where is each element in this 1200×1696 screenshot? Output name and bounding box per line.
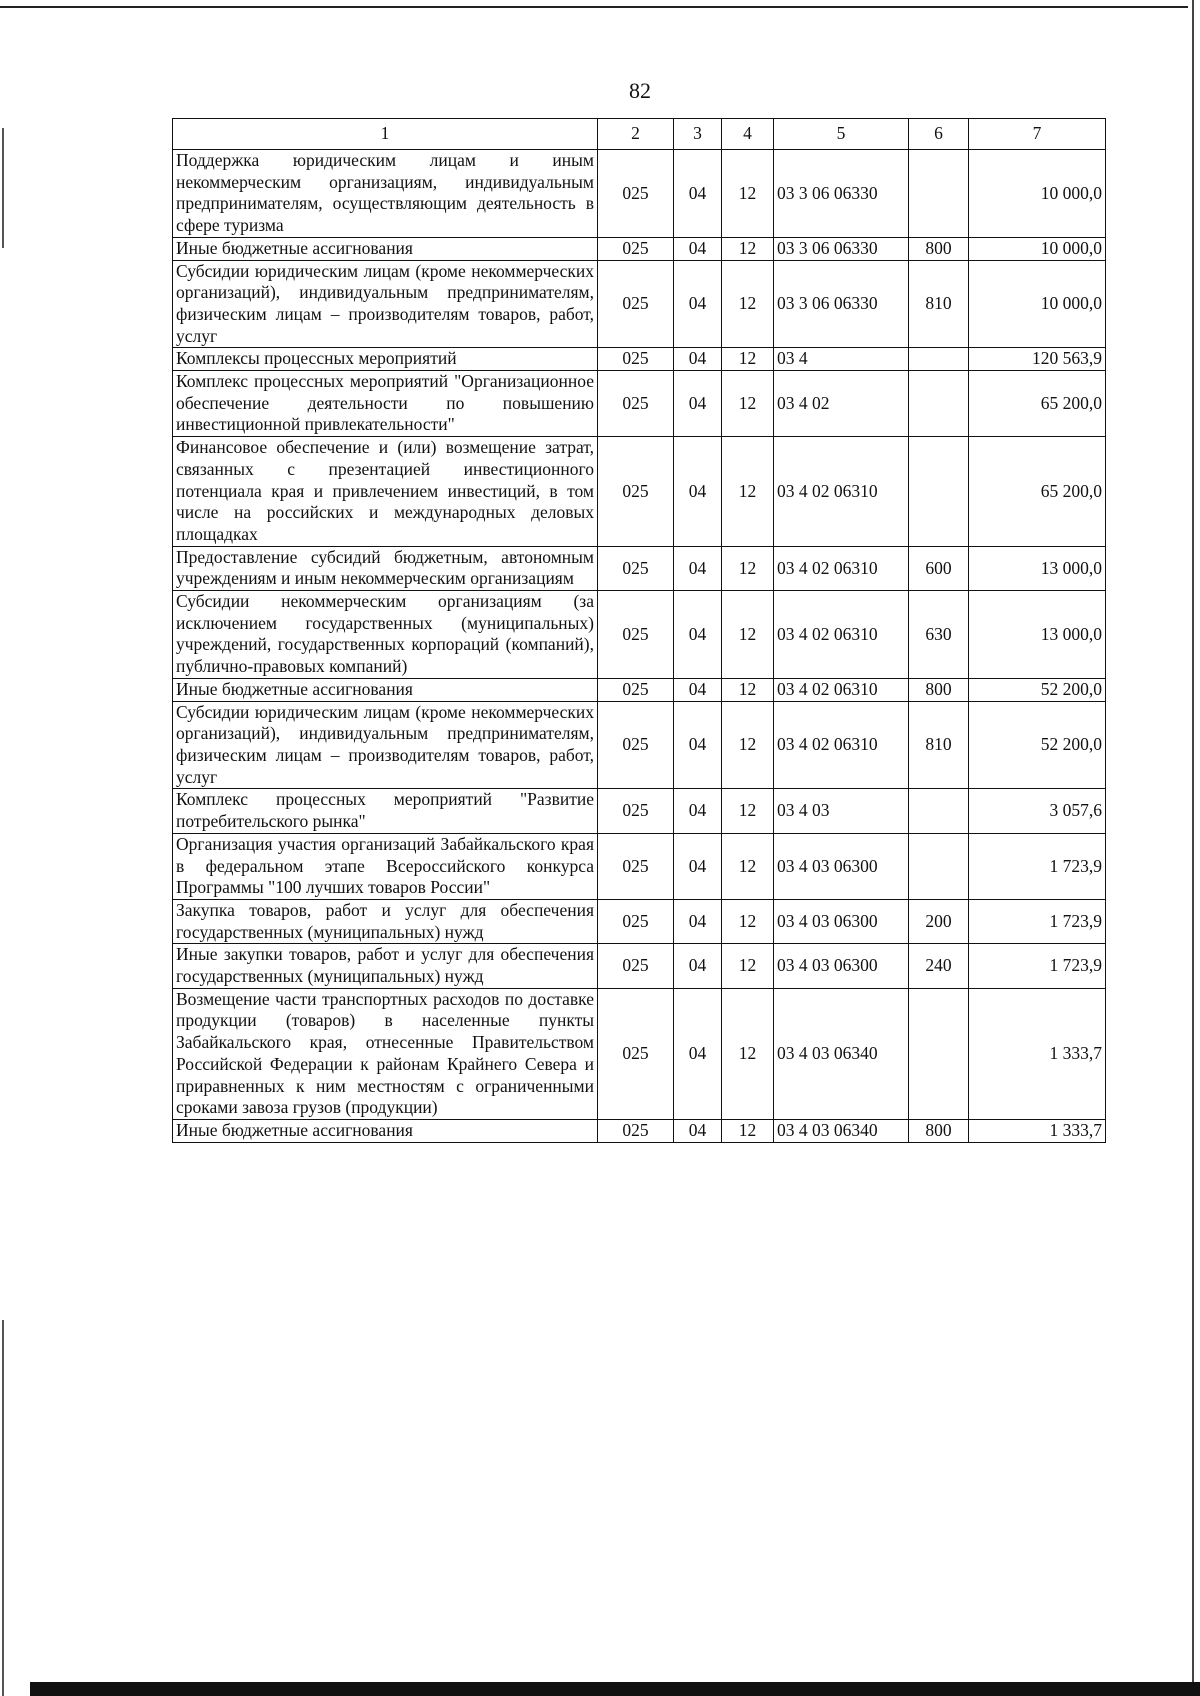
- amount-cell: 1 723,9: [969, 833, 1106, 899]
- section-cell: 04: [674, 988, 722, 1119]
- table-row: [173, 348, 1106, 371]
- target-article-cell: 03 4 03 06300: [774, 833, 909, 899]
- subsection-cell: 12: [722, 348, 774, 371]
- expense-type-cell: [909, 833, 969, 899]
- column-header: 4: [722, 119, 774, 150]
- budget-table: [172, 118, 1106, 1143]
- table-row: [173, 260, 1106, 348]
- ministry-code-cell: 025: [598, 591, 674, 679]
- column-header: 7: [969, 119, 1106, 150]
- table-row: [173, 150, 1106, 238]
- scan-left-mark: [2, 128, 4, 248]
- table-row: [173, 701, 1106, 789]
- expense-type-cell: 800: [909, 237, 969, 260]
- table-row: [173, 944, 1106, 988]
- amount-cell: 1 333,7: [969, 988, 1106, 1119]
- subsection-cell: 12: [722, 678, 774, 701]
- ministry-code-cell: 025: [598, 944, 674, 988]
- row-name-cell: Иные закупки товаров, работ и услуг для обеспечения государственных (муниципальных) нужд: [173, 944, 598, 988]
- subsection-cell: 12: [722, 237, 774, 260]
- ministry-code-cell: 025: [598, 150, 674, 238]
- table-body: [173, 150, 1106, 1143]
- expense-type-cell: 630: [909, 591, 969, 679]
- subsection-cell: 12: [722, 150, 774, 238]
- section-cell: 04: [674, 789, 722, 833]
- table-header-row: [173, 119, 1106, 150]
- ministry-code-cell: 025: [598, 437, 674, 547]
- section-cell: 04: [674, 150, 722, 238]
- table-row: [173, 833, 1106, 899]
- subsection-cell: 12: [722, 546, 774, 590]
- section-cell: 04: [674, 701, 722, 789]
- amount-cell: 13 000,0: [969, 546, 1106, 590]
- amount-cell: 52 200,0: [969, 678, 1106, 701]
- ministry-code-cell: 025: [598, 789, 674, 833]
- expense-type-cell: [909, 348, 969, 371]
- amount-cell: 10 000,0: [969, 237, 1106, 260]
- row-name-cell: Субсидии юридическим лицам (кроме некоммерческих организаций), индивидуальным предпринимателям, физическим лицам – производителям товаров, работ, услуг: [173, 701, 598, 789]
- subsection-cell: 12: [722, 437, 774, 547]
- table-row: [173, 899, 1106, 943]
- row-name-cell: Субсидии юридическим лицам (кроме некоммерческих организаций), индивидуальным предпринимателям, физическим лицам – производителям товаров, работ, услуг: [173, 260, 598, 348]
- row-name-cell: Субсидии некоммерческим организациям (за исключением государственных (муниципальных) учреждений, государственных корпораций (компаний), публично-правовых компаний): [173, 591, 598, 679]
- expense-type-cell: [909, 150, 969, 238]
- amount-cell: 1 723,9: [969, 899, 1106, 943]
- section-cell: 04: [674, 546, 722, 590]
- ministry-code-cell: 025: [598, 899, 674, 943]
- subsection-cell: 12: [722, 701, 774, 789]
- expense-type-cell: 600: [909, 546, 969, 590]
- subsection-cell: 12: [722, 789, 774, 833]
- subsection-cell: 12: [722, 988, 774, 1119]
- target-article-cell: 03 4 03 06300: [774, 899, 909, 943]
- amount-cell: 3 057,6: [969, 789, 1106, 833]
- section-cell: 04: [674, 437, 722, 547]
- table-row: [173, 237, 1106, 260]
- target-article-cell: 03 4 03: [774, 789, 909, 833]
- target-article-cell: 03 4 03 06340: [774, 1119, 909, 1142]
- target-article-cell: 03 4 02 06310: [774, 437, 909, 547]
- target-article-cell: 03 4 02 06310: [774, 546, 909, 590]
- table-row: [173, 678, 1106, 701]
- row-name-cell: Иные бюджетные ассигнования: [173, 1119, 598, 1142]
- target-article-cell: 03 3 06 06330: [774, 150, 909, 238]
- expense-type-cell: 810: [909, 260, 969, 348]
- scan-bottom-border: [30, 1682, 1200, 1696]
- subsection-cell: 12: [722, 1119, 774, 1142]
- ministry-code-cell: 025: [598, 371, 674, 437]
- expense-type-cell: 800: [909, 678, 969, 701]
- table-row: [173, 371, 1106, 437]
- expense-type-cell: 200: [909, 899, 969, 943]
- section-cell: 04: [674, 348, 722, 371]
- row-name-cell: Финансовое обеспечение и (или) возмещение затрат, связанных с презентацией инвестиционного потенциала края и привлечением инвестиций, в том числе на российских и международных деловых площадках: [173, 437, 598, 547]
- amount-cell: 1 723,9: [969, 944, 1106, 988]
- amount-cell: 13 000,0: [969, 591, 1106, 679]
- table-row: [173, 988, 1106, 1119]
- table-row: [173, 591, 1106, 679]
- expense-type-cell: [909, 988, 969, 1119]
- scan-top-border: [0, 6, 1188, 8]
- ministry-code-cell: 025: [598, 348, 674, 371]
- section-cell: 04: [674, 678, 722, 701]
- section-cell: 04: [674, 371, 722, 437]
- target-article-cell: 03 4 03 06300: [774, 944, 909, 988]
- subsection-cell: 12: [722, 899, 774, 943]
- target-article-cell: 03 4 02: [774, 371, 909, 437]
- ministry-code-cell: 025: [598, 701, 674, 789]
- row-name-cell: Комплексы процессных мероприятий: [173, 348, 598, 371]
- target-article-cell: 03 3 06 06330: [774, 260, 909, 348]
- ministry-code-cell: 025: [598, 237, 674, 260]
- ministry-code-cell: 025: [598, 833, 674, 899]
- ministry-code-cell: 025: [598, 546, 674, 590]
- amount-cell: 65 200,0: [969, 437, 1106, 547]
- subsection-cell: 12: [722, 371, 774, 437]
- ministry-code-cell: 025: [598, 1119, 674, 1142]
- row-name-cell: Предоставление субсидий бюджетным, автономным учреждениям и иным некоммерческим организациям: [173, 546, 598, 590]
- column-header: 3: [674, 119, 722, 150]
- target-article-cell: 03 4 02 06310: [774, 678, 909, 701]
- row-name-cell: Закупка товаров, работ и услуг для обеспечения государственных (муниципальных) нужд: [173, 899, 598, 943]
- ministry-code-cell: 025: [598, 988, 674, 1119]
- table-row: [173, 1119, 1106, 1142]
- target-article-cell: 03 4 03 06340: [774, 988, 909, 1119]
- row-name-cell: Иные бюджетные ассигнования: [173, 678, 598, 701]
- scan-left-mark: [2, 1320, 4, 1696]
- amount-cell: 120 563,9: [969, 348, 1106, 371]
- row-name-cell: Поддержка юридическим лицам и иным некоммерческим организациям, индивидуальным предпринимателям, осуществляющим деятельность в сфере туризма: [173, 150, 598, 238]
- row-name-cell: Комплекс процессных мероприятий "Организационное обеспечение деятельности по повышению инвестиционной привлекательности": [173, 371, 598, 437]
- table-row: [173, 546, 1106, 590]
- expense-type-cell: 810: [909, 701, 969, 789]
- subsection-cell: 12: [722, 260, 774, 348]
- subsection-cell: 12: [722, 591, 774, 679]
- section-cell: 04: [674, 260, 722, 348]
- amount-cell: 52 200,0: [969, 701, 1106, 789]
- table-row: [173, 789, 1106, 833]
- row-name-cell: Иные бюджетные ассигнования: [173, 237, 598, 260]
- ministry-code-cell: 025: [598, 678, 674, 701]
- expense-type-cell: [909, 789, 969, 833]
- expense-type-cell: 240: [909, 944, 969, 988]
- row-name-cell: Комплекс процессных мероприятий "Развитие потребительского рынка": [173, 789, 598, 833]
- column-header: 1: [173, 119, 598, 150]
- column-header: 5: [774, 119, 909, 150]
- target-article-cell: 03 3 06 06330: [774, 237, 909, 260]
- section-cell: 04: [674, 899, 722, 943]
- column-header: 6: [909, 119, 969, 150]
- amount-cell: 1 333,7: [969, 1119, 1106, 1142]
- table-row: [173, 437, 1106, 547]
- ministry-code-cell: 025: [598, 260, 674, 348]
- expense-type-cell: [909, 371, 969, 437]
- target-article-cell: 03 4: [774, 348, 909, 371]
- section-cell: 04: [674, 833, 722, 899]
- subsection-cell: 12: [722, 833, 774, 899]
- expense-type-cell: 800: [909, 1119, 969, 1142]
- amount-cell: 10 000,0: [969, 260, 1106, 348]
- expense-type-cell: [909, 437, 969, 547]
- page-number: 82: [629, 78, 651, 103]
- amount-cell: 10 000,0: [969, 150, 1106, 238]
- amount-cell: 65 200,0: [969, 371, 1106, 437]
- section-cell: 04: [674, 591, 722, 679]
- subsection-cell: 12: [722, 944, 774, 988]
- row-name-cell: Возмещение части транспортных расходов по доставке продукции (товаров) в населенные пункты Забайкальского края, отнесенные Правительством Российской Федерации к районам Крайнего Севера и приравненных к ним местностям с ограниченными сроками завоза грузов (продукции): [173, 988, 598, 1119]
- row-name-cell: Организация участия организаций Забайкальского края в федеральном этапе Всероссийского конкурса Программы "100 лучших товаров России": [173, 833, 598, 899]
- target-article-cell: 03 4 02 06310: [774, 591, 909, 679]
- scan-right-border: [1192, 0, 1194, 1696]
- section-cell: 04: [674, 1119, 722, 1142]
- column-header: 2: [598, 119, 674, 150]
- section-cell: 04: [674, 944, 722, 988]
- section-cell: 04: [674, 237, 722, 260]
- target-article-cell: 03 4 02 06310: [774, 701, 909, 789]
